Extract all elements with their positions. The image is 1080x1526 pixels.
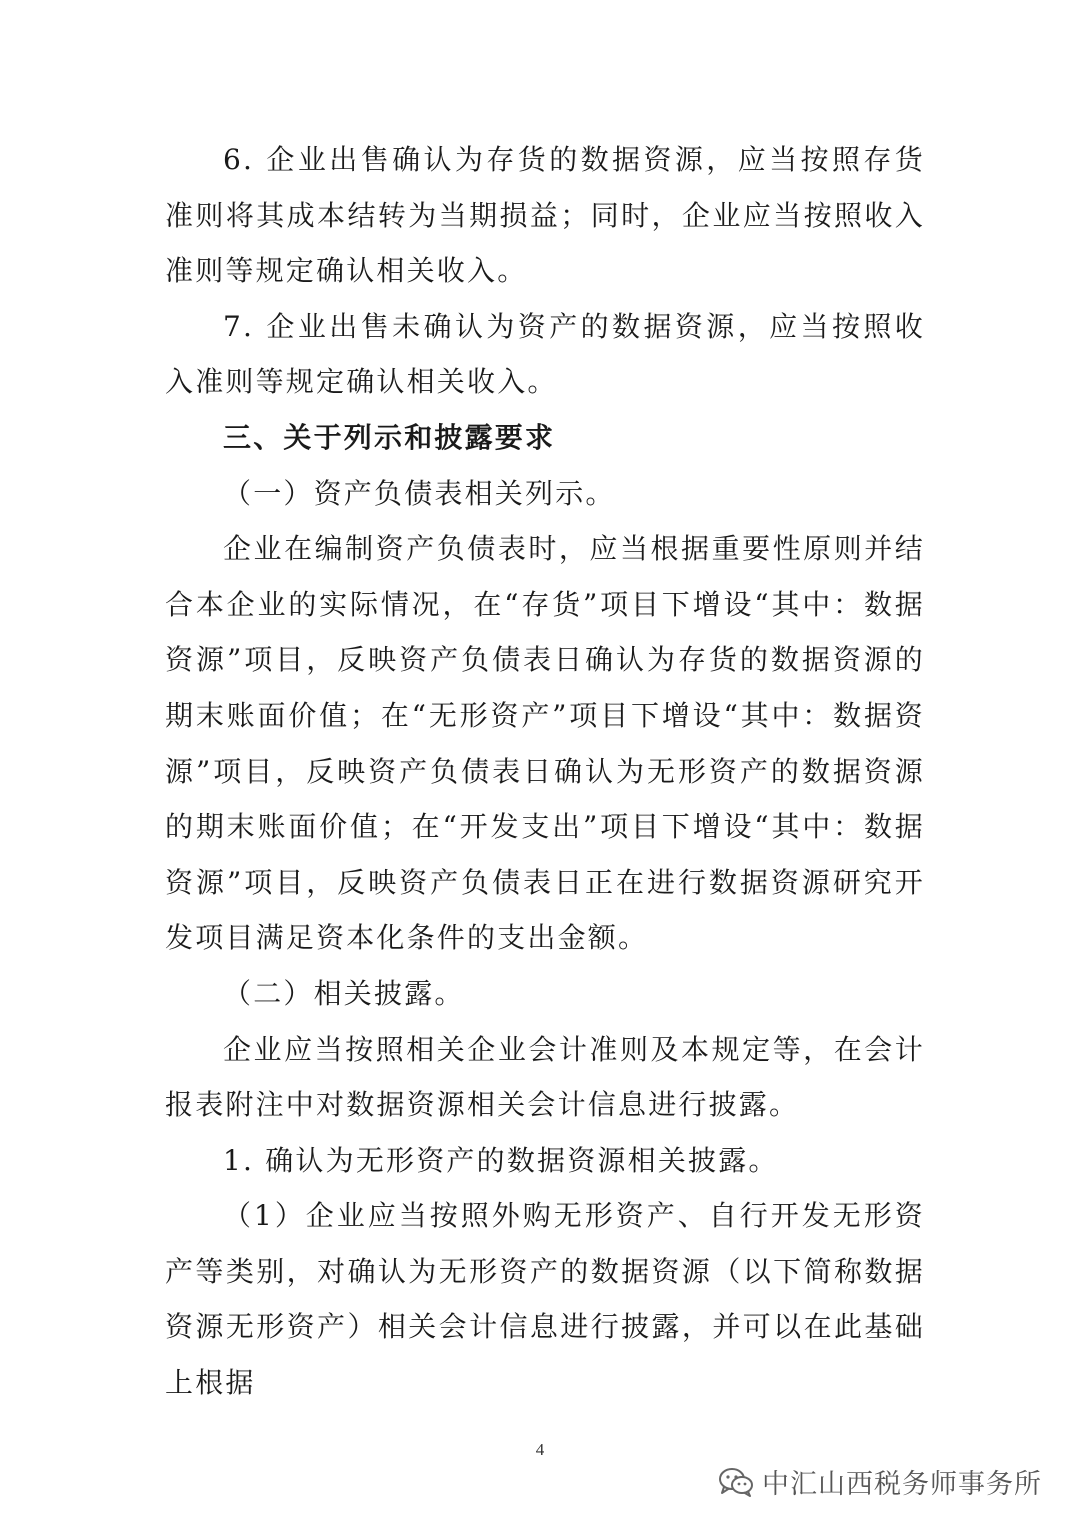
paragraph-item-6: 6. 企业出售确认为存货的数据资源，应当按照存货准则将其成本结转为当期损益；同时，企业应当按照收入准则等规定确认相关收入。: [165, 143, 925, 288]
wechat-icon: [718, 1467, 754, 1497]
subsection-heading-1: （一）资产负债表相关列示。: [223, 476, 616, 510]
paragraph-balance-sheet: 企业在编制资产负债表时，应当根据重要性原则并结合本企业的实际情况，在“存货”项目下增设“其中：数据资源”项目，反映资产负债表日确认为存货的数据资源的期末账面价值；在“无形资产”项目下增设“其中：数据资源”项目，反映资产负债表日确认为无形资产的数据资源的期末账面价值；在“开发支出”项目下增设“其中：数据资源”项目，反映资产负债表日正在进行数据资源研究开发项目满足资本化条件的支出金额。: [165, 532, 925, 955]
paragraph-item-7: 7. 企业出售未确认为资产的数据资源，应当按照收入准则等规定确认相关收入。: [165, 309, 925, 399]
paragraph-item-1: 1. 确认为无形资产的数据资源相关披露。: [223, 1143, 779, 1177]
paragraph-item-1-1: （1）企业应当按照外购无形资产、自行开发无形资产等类别，对确认为无形资产的数据资源（以下简称数据资源无形资产）相关会计信息进行披露，并可以在此基础上根据: [165, 1199, 925, 1400]
watermark-text: 中汇山西税务师事务所: [762, 1469, 1042, 1500]
page-number: 4: [535, 1440, 545, 1459]
paragraph-disclosure: 企业应当按照相关企业会计准则及本规定等，在会计报表附注中对数据资源相关会计信息进行披露。: [165, 1032, 925, 1122]
watermark: [718, 1462, 1042, 1501]
document-body: [165, 132, 925, 1411]
section-heading-3: 三、关于列示和披露要求: [223, 420, 556, 454]
subsection-heading-2: （二）相关披露。: [223, 976, 465, 1010]
